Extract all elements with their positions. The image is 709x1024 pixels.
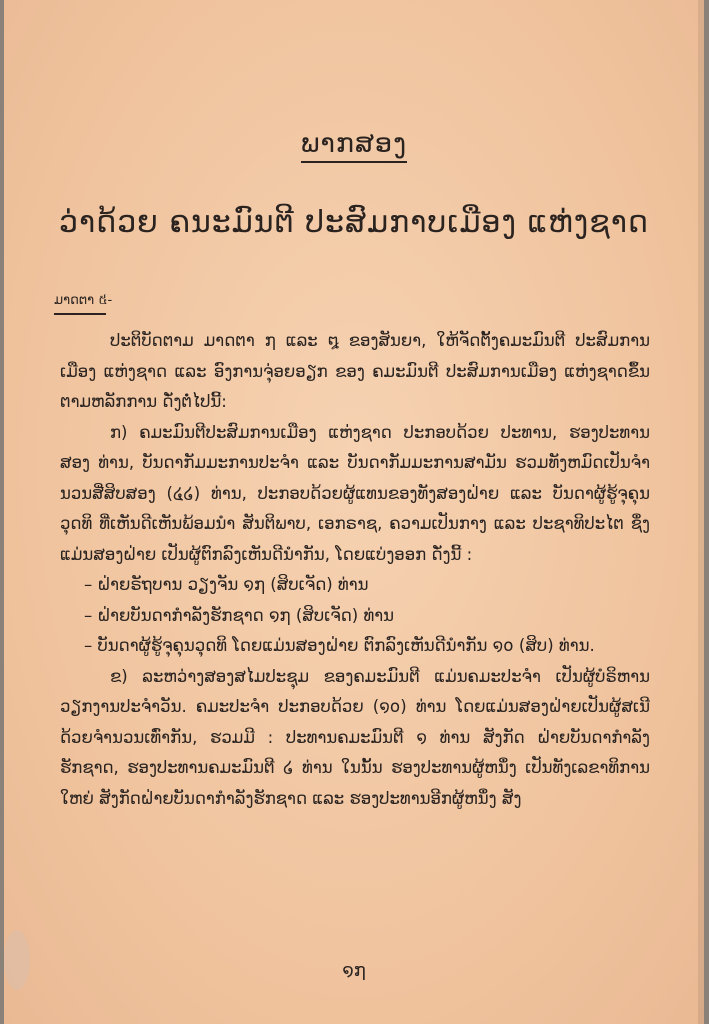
paragraph-b: ຂ) ລະຫວ່າງສອງສໄມປະຊຸມ ຂອງຄມະມົນຕີ ແມ່ນຄມະປະຈໍາ ເປັນຜູ້ບໍຣິຫານວຽກງານປະຈໍາວັນ. ຄມະປະຈໍາ ປະກອບດ້ວຍ (໑໐) ທ່ານ ໂດຍແມ່ນສອງຝ່າຍເປັນຜູ້ສເນີ ດ້ວຍຈໍານວນເທົ່າກັນ, ຮວມມີ : ປະທານຄມະມົນຕີ ໑ ທ່ານ ສັງກັດ ຝ່າຍບັນດາກໍາລັງຮັກຊາດ, ຮອງປະທານຄມະມົນຕີ ໒ ທ່ານ ໃນນັ້ນ ຮອງປະທານຜູ້ຫນຶ່ງ ເປັນທັງເລຂາທິການໃຫຍ່ ສັງກັດຝ່າຍບັນດາກໍາລັງຮັກຊາດ ແລະ ຮອງປະທານອີກຜູ້ຫນຶ່ງ ສັງ [60, 666, 650, 808]
article-underline [54, 313, 106, 315]
bullet-government: – ຝ່າຍຣັຖບານ ວຽງຈັນ ໑໗ (ສິບເຈັດ) ທ່ານ [84, 575, 369, 594]
document-page [4, 0, 704, 1024]
bullet-intellectuals: – ບັນດາຜູ້ຮູ້ຈຸຄຸນວຸດທິ ໂດຍແມ່ນສອງຝ່າຍ ຕົກລົງເຫັນດີນໍາກັນ ໑໐ (ສິບ) ທ່ານ. [84, 636, 595, 655]
paragraph-intro: ປະຕິບັດຕາມ ມາດຕາ ໗ ແລະ ໘ ຂອງສັນຍາ, ໃຫ້ຈັດຕັ້ງຄມະມົນຕີ ປະສົມການເມືອງ ແຫ່ງຊາດ ແລະ ອົງການຈຸ່ອຍອຽກ ຂອງ ຄມະມົນຕີ ປະສົມການເມືອງ ແຫ່ງຊາດຂຶ້ນຕາມຫລັກການ ດັ່ງຕໍ່ໄປນີ້: [60, 331, 650, 411]
article-label: ມາດຕາ ៥- [54, 293, 113, 308]
bullet-patriotic-forces: – ຝ່າຍບັນດາກໍາລັງຮັກຊາດ ໑໗ (ສິບເຈັດ) ທ່ານ [84, 605, 395, 625]
page-number: ໑໗ [342, 960, 366, 981]
paragraph-a: ກ) ຄມະມົນຕີປະສົມການເມືອງ ແຫ່ງຊາດ ປະກອບດ້ວຍ ປະທານ, ຮອງປະທານ ສອງ ທ່ານ, ບັນດາກັມມະການປະຈໍາ ແລະ ບັນດາກັມມະການສາມັນ ຮວມທັງຫມົດເປັນຈໍານວນສີ່ສິບສອງ (໔໒) ທ່ານ, ປະກອບດ້ວຍຜູ້ແທນຂອງທັງສອງຝ່າຍ ແລະ ບັນດາຜູ້ຮູ້ຈຸຄຸນວຸດທິ ທີ່ເຫັນດີເຫັນພ້ອມນໍາ ສັນຕິພາບ, ເອກຣາຊ, ຄວາມເປັນກາງ ແລະ ປະຊາທິປະໄຕ ຊຶ່ງແມ່ນສອງຝ່າຍ ເປັນຜູ້ຕົກລົງເຫັນດີນໍາກັນ, ໂດຍແບ່ງອອກ ດັ່ງນີ້ : [60, 422, 650, 564]
paper-stain [4, 930, 30, 990]
page-edge-shadow [698, 0, 704, 1024]
part-heading [4, 128, 704, 159]
body-text [60, 326, 650, 814]
part-heading-text: ພາກສອງ [301, 128, 407, 163]
chapter-title: ວ່າດ້ວຍ ຄນະມົນຕີ ປະສົມກາບເມືອງ ແຫ່ງຊາດ [58, 205, 650, 240]
